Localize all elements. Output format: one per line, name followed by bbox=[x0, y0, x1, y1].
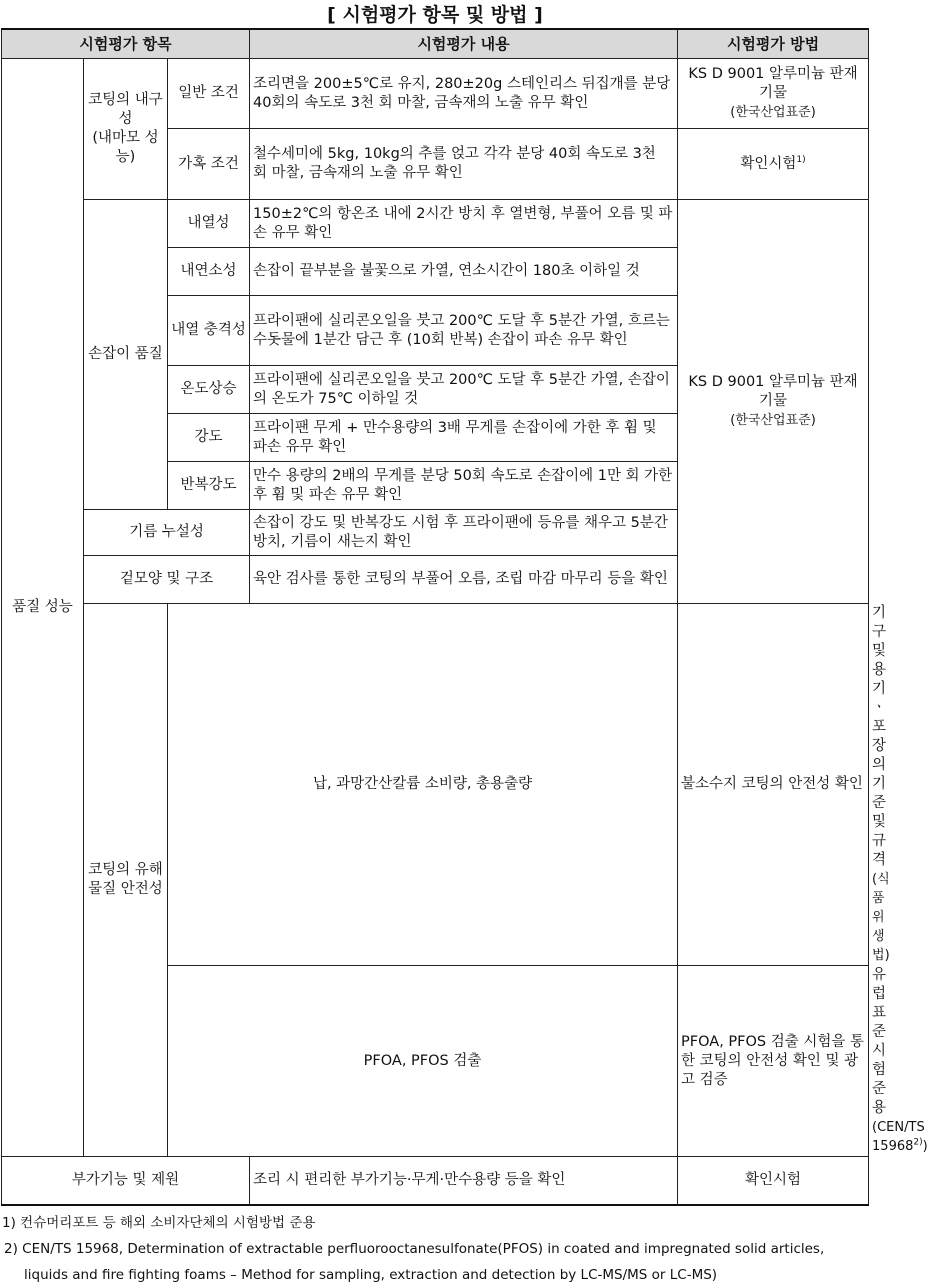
row-content-oil-leak: 손잡이 강도 및 반복강도 시험 후 프라이팬에 등유를 채우고 5분간 방치, 기름이 새는지 확인 bbox=[250, 510, 678, 556]
header-content: 시험평가 내용 bbox=[250, 29, 678, 59]
row-label-flame: 내연소성 bbox=[168, 248, 250, 296]
group-coating-hazard: 코팅의 유해물질 안전성 bbox=[84, 604, 168, 1157]
table-row bbox=[2, 200, 869, 248]
row-label-pfoa: PFOA, PFOS 검출 bbox=[168, 966, 678, 1157]
method-ks-coating-sub: (한국산업표준) bbox=[730, 105, 816, 120]
table-row bbox=[2, 1157, 869, 1205]
group-quality: 품질 성능 bbox=[2, 59, 84, 1157]
row-label-strength: 강도 bbox=[168, 414, 250, 462]
footnotes bbox=[0, 1210, 870, 1288]
header-item: 시험평가 항목 bbox=[2, 29, 250, 59]
row-label-general: 일반 조건 bbox=[168, 59, 250, 129]
row-label-extra: 부가기능 및 제원 bbox=[2, 1157, 250, 1205]
method-ks-handle-text: KS D 9001 알루미늄 판재 기물 bbox=[688, 374, 858, 409]
row-content-general: 조리면을 200±5℃로 유지, 280±20g 스테인리스 뒤집개를 분당 40회의 속도로 3천 회 마찰, 금속재의 노출 유무 확인 bbox=[250, 59, 678, 129]
coating-durability-sub: (내마모 성능) bbox=[92, 130, 159, 165]
row-content-heat: 150±2℃의 항온조 내에 2시간 방치 후 열변형, 부풀어 오름 및 파손 유무 확인 bbox=[250, 200, 678, 248]
row-content-thermal-shock: 프라이팬에 실리콘오일을 붓고 200℃ 도달 후 5분간 가열, 흐르는 수돗물에 1분간 담근 후 (10회 반복) 손잡이 파손 유무 확인 bbox=[250, 296, 678, 366]
row-label-oil-leak: 기름 누설성 bbox=[84, 510, 250, 556]
row-label-thermal-shock: 내열 충격성 bbox=[168, 296, 250, 366]
coating-durability-label: 코팅의 내구성 bbox=[88, 92, 163, 127]
row-content-pfoa: PFOA, PFOS 검출 시험을 통한 코팅의 안전성 확인 및 광고 검증 bbox=[678, 966, 869, 1157]
method-ks-coating-text: KS D 9001 알루미늄 판재 기물 bbox=[688, 66, 858, 101]
method-confirm-test: 확인시험$^{1)}$ bbox=[678, 129, 869, 200]
footnote-mark: 1) bbox=[796, 154, 806, 165]
test-table bbox=[1, 28, 928, 1206]
row-label-temp-rise: 온도상승 bbox=[168, 366, 250, 414]
table-row bbox=[2, 59, 869, 129]
row-label-repeat-strength: 반복강도 bbox=[168, 462, 250, 510]
footnote-2: 2) CEN/TS 15968, Determination of extractable perfluorooctanesulfonate(PFOS) in coated and impregnated solid articles, liquids and fire fighting foams – Method for sampling, extraction and detection by LC-MS/MS or LC-MS) bbox=[4, 1240, 825, 1283]
row-content-harsh: 철수세미에 5kg, 10kg의 추를 얹고 각각 분당 40회 속도로 3천 회 마찰, 금속재의 노출 유무 확인 bbox=[250, 129, 678, 200]
row-content-extra: 조리 시 편리한 부가기능·무게·만수용량 등을 확인 bbox=[250, 1157, 678, 1205]
method-confirm-test-extra: 확인시험 bbox=[678, 1157, 869, 1205]
row-content-flame: 손잡이 끝부분을 불꽃으로 가열, 연소시간이 180초 이하일 것 bbox=[250, 248, 678, 296]
header-row bbox=[2, 29, 869, 59]
row-label-harsh: 가혹 조건 bbox=[168, 129, 250, 200]
row-content-temp-rise: 프라이팬에 실리콘오일을 붓고 200℃ 도달 후 5분간 가열, 손잡이의 온도가 75℃ 이하일 것 bbox=[250, 366, 678, 414]
row-content-repeat-strength: 만수 용량의 2배의 무게를 분당 50회 속도로 손잡이에 1만 회 가한 후 휨 및 파손 유무 확인 bbox=[250, 462, 678, 510]
method-ks-coating bbox=[678, 59, 869, 129]
row-content-strength: 프라이팬 무게 + 만수용량의 3배 무게를 손잡이에 가한 후 휨 및 파손 유무 확인 bbox=[250, 414, 678, 462]
table-row: PFOA, PFOS 검출 PFOA, PFOS 검출 시험을 통한 코팅의 안전성 확인 및 광고 검증 유럽표준시험 준용 (CEN/TS 15968$^{2)}$) bbox=[2, 966, 869, 1157]
footnote-1: 1) 컨슈머리포트 등 해외 소비자단체의 시험방법 준용 bbox=[2, 1214, 316, 1231]
method-ks-handle-sub: (한국산업표준) bbox=[730, 413, 816, 428]
row-label-lead: 납, 과망간산칼륨 소비량, 총용출량 bbox=[168, 604, 678, 966]
footnote-mark: 2) bbox=[913, 1137, 923, 1148]
header-method: 시험평가 방법 bbox=[678, 29, 869, 59]
table-row: 코팅의 유해물질 안전성 납, 과망간산칼륨 소비량, 총용출량 불소수지 코팅의 안전성 확인 기구 및 용기ㆍ포장의 기준 및 규격 (식품위생법) bbox=[2, 604, 869, 966]
page-title: [ 시험평가 항목 및 방법 ] bbox=[327, 4, 543, 26]
group-coating-durability bbox=[84, 59, 168, 200]
row-label-heat: 내열성 bbox=[168, 200, 250, 248]
row-content-lead: 불소수지 코팅의 안전성 확인 bbox=[678, 604, 869, 966]
group-handle-quality: 손잡이 품질 bbox=[84, 200, 168, 510]
method-ks-handle bbox=[678, 200, 869, 604]
row-content-appearance: 육안 검사를 통한 코팅의 부풀어 오름, 조립 마감 마무리 등을 확인 bbox=[250, 556, 678, 604]
row-label-appearance: 겉모양 및 구조 bbox=[84, 556, 250, 604]
